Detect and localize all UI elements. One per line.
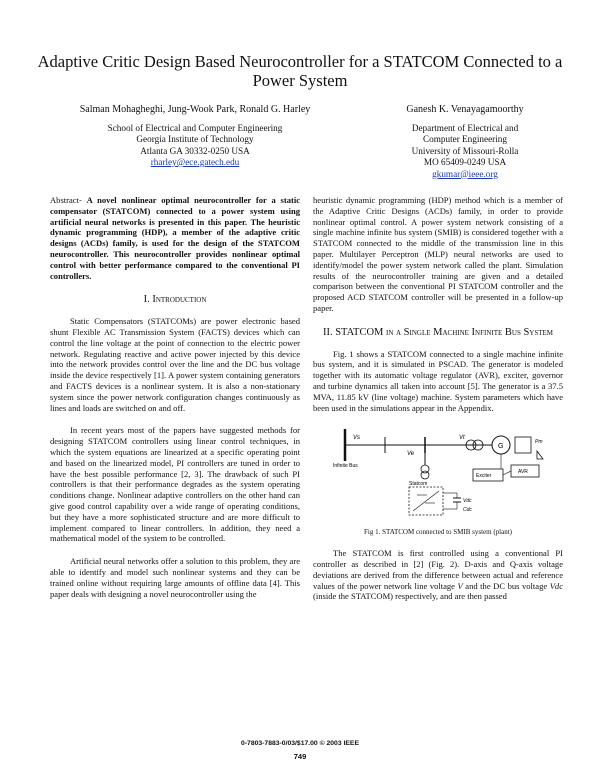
abstract [50,195,300,281]
left-affiliation-2: Georgia Institute of Technology [136,134,254,144]
symbol-vdc: Vdc [549,580,563,591]
left-author-email-link[interactable]: rharley@ece.gatech.edu [150,157,240,167]
left-column [50,195,300,599]
figure-1-caption: Fig 1. STATCOM connected to SMIB system (plant) [364,528,512,537]
ve-label: Ve [407,451,415,458]
section-heading-introduction: I. Introduction [143,294,207,306]
abstract-lead: Abstract- [50,195,82,205]
pm-label: Pm [535,439,543,446]
right-column [313,195,563,602]
intro-paragraph-1: Static Compensators (STATCOMs) are power electronic based shunt Flexible AC Transmission System (FACTS) devices which can control the line voltage at the point of connection to the electric power network. Regulating reactive and active power injected by this device into the network provides control over the line and the DC bus voltage inside the device respectively [1]. A power system containing generators and FACTS devices is a nonlinear system. It is also a non-stationary system since the power network configuration changes continuously as lines and loads are switched on and off. [50,316,300,413]
figure-1-statcom-smib-diagram [325,421,557,523]
statcom-label: Statcom [409,481,428,488]
footer-copyright-code: 0-7803-7883-0/03/$17.00 © 2003 IEEE [241,740,359,747]
symbol-v: V [457,580,463,591]
right-author-block [360,104,570,180]
vt-label: Vt [459,435,465,442]
right-affiliation-2: Computer Engineering [423,134,507,144]
right-affiliation-4: MO 65409-0249 USA [423,157,507,167]
right-author-names: Ganesh K. Venayagamoorthy [406,104,524,115]
intro-paragraph-2: In recent years most of the papers have suggested methods for designing STATCOM controllers using linear control techniques, in which the system equations are linearized at a specific operating point and based on the linearized model, PI controllers are tuned in order to have the best possible performance [2, 3]. The drawback of such PI controllers is that their performance degrades as the system operating conditions change. Nonlinear adaptive controllers on the other hand can give good control capability over a wide range of operating conditions, but they have a more sophisticated structure and are more difficult to implement compared to linear controllers. In addition, they need a mathematical model of the system to be controlled. [50,425,300,544]
avr-label: AVR [518,469,528,476]
section2-paragraph-1: Fig. 1 shows a STATCOM connected to a single machine infinite bus system, and it is simulated in PSCAD. The generator is modeled together with its automatic voltage regulator (AVR), exciter, governor and turbine dynamics all taken into account [5]. The generator is a 37.5 MVA, 11.85 kV (line voltage) machine. System parameters which have been used in the simulations appear in the Appendix. [313,348,563,413]
intro-paragraph-3: Artificial neural networks offer a solution to this problem, they are able to identify and model such nonlinear systems and they can be trained online without requiring large amounts of offline data [4]. This paper deals with designing a novel neurocontroller using the [50,556,300,599]
turbine-block [515,437,531,453]
right-paragraph-1: heuristic dynamic programming (HDP) method which is a member of the Adaptive Critic Designs (ACDs) family, in order to provide nonlinear optimal control. A power system network consisting of a single machine infinite bus system (SMIB) is considered together with a STATCOM connected to the middle of the transmission line in this paper. Multilayer Perceptron (MLP) neural networks are used to identify/model the power system network called the plant. Simulation results of the neurocontroller training are given and a detailed comparison between the conventional PI STATCOM controller and the proposed ACD STATCOM controller will be presented in a follow-up paper. [313,195,563,313]
right-affiliation-1: Department of Electrical and [411,122,519,133]
left-affiliation-1: School of Electrical and Computer Engineering [107,122,283,133]
footer-page-number: 749 [293,752,307,761]
vs-label: Vs [353,435,361,442]
generator-label: G [498,443,504,451]
infinite-bus-label: Infinite Bus [333,463,358,470]
right-author-email-link[interactable]: gkumar@ieee.org [432,168,498,179]
paper-title: Adaptive Critic Design Based Neurocontroller for a STATCOM Connected to a Power System [37,52,563,90]
vdc-label: Vdc [463,498,472,505]
exciter-label: Exciter [476,473,492,480]
cdc-label: Cdc [463,507,472,514]
section-heading-statcom-smib: II. STATCOM in a Single Machine Infinite Bus System [322,326,554,338]
left-author-names: Salman Mohagheghi, Jung-Wook Park, Ronald G. Harley [79,104,311,115]
section2-paragraph-2: The STATCOM is first controlled using a conventional PI controller as described in [2] (Fig. 2). D-axis and Q-axis voltage deviations are derived from the difference between actual and reference values of the power network line voltage V and the DC bus voltage Vdc (inside the STATCOM) respectively, and are then passed [313,548,563,602]
left-author-block [60,104,330,169]
left-affiliation-3: Atlanta GA 30332-0250 USA [140,145,250,156]
right-affiliation-3: University of Missouri-Rolla [411,145,519,156]
abstract-text: A novel nonlinear optimal neurocontroller for a static compensator (STATCOM) connected to a power system using artificial neural networks is presented in this paper. The heuristic dynamic programming (HDP), a member of the adaptive critic designs (ACDs) family, is used for the design of the STATCOM neurocontroller. This neurocontroller provides nonlinear optimal control with better performance compared to the conventional PI controllers. [50,195,300,281]
